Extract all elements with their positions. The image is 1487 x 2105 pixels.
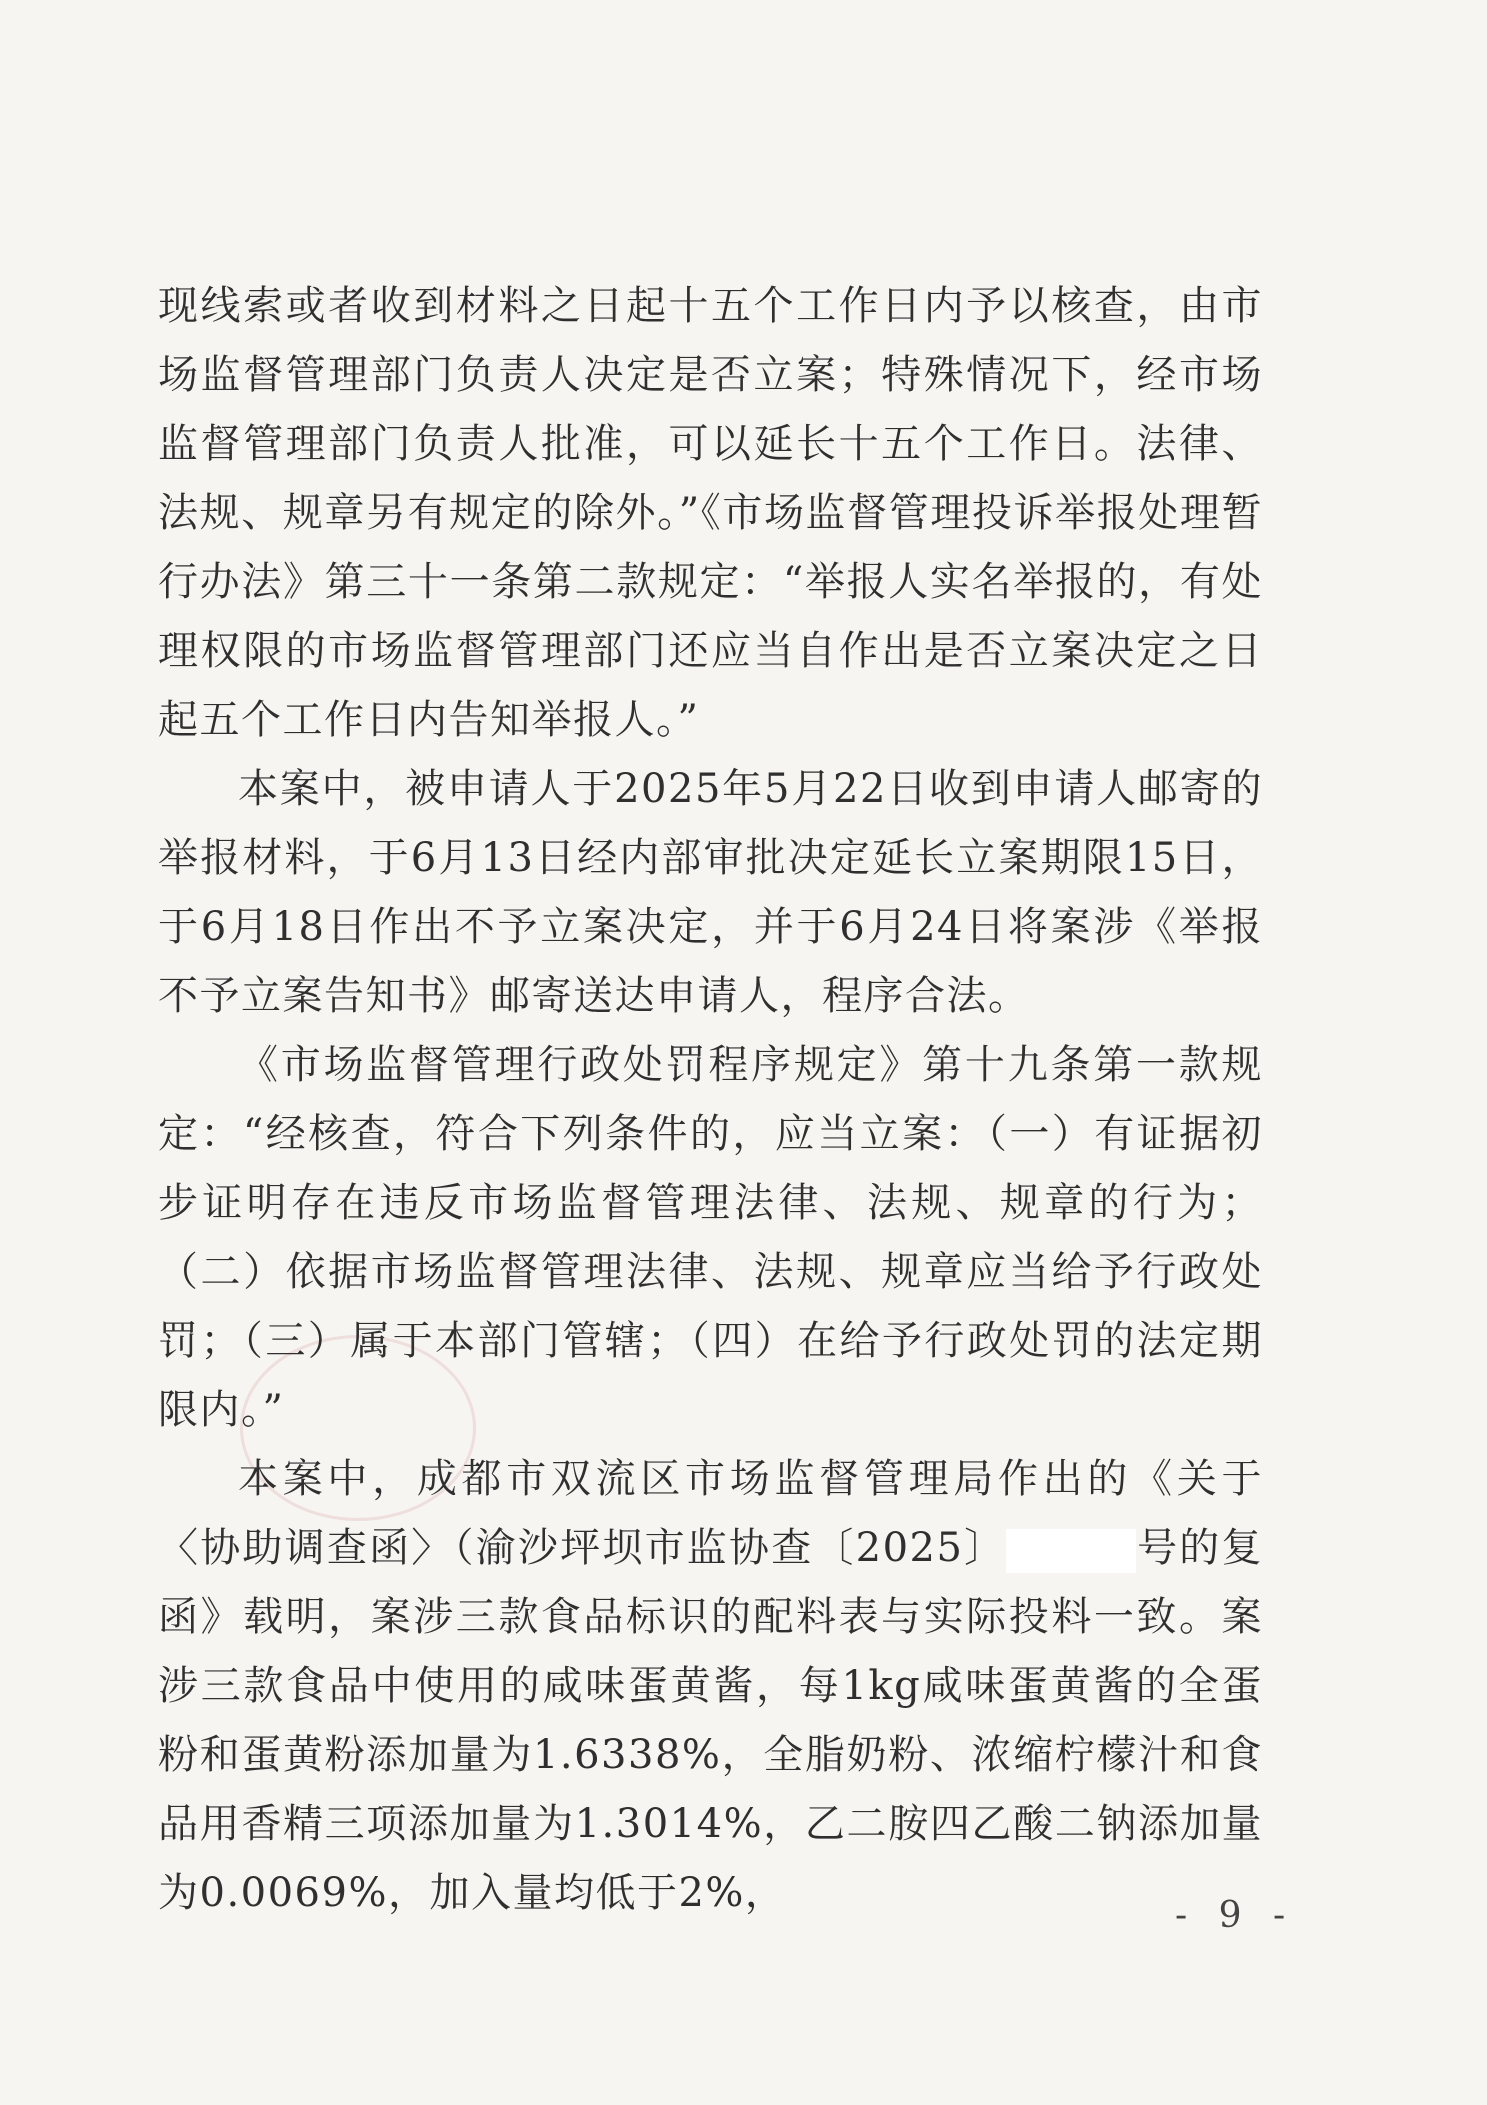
page-number: - 9 - <box>1175 1895 1296 1936</box>
document-body <box>158 272 1263 1928</box>
paragraph-2: 本案中，被申请人于2025年5月22日收到申请人邮寄的举报材料，于6月13日经内部审批决定延长立案期限15日，于6月18日作出不予立案决定，并于6月24日将案涉《举报不予立案告知书》邮寄送达申请人，程序合法。 <box>158 766 1263 1019</box>
paragraph-3: 《市场监督管理行政处罚程序规定》第十九条第一款规定：“经核查，符合下列条件的，应当立案：（一）有证据初步证明存在违反市场监督管理法律、法规、规章的行为；（二）依据市场监督管理法律、法规、规章应当给予行政处罚；（三）属于本部门管辖；（四）在给予行政处罚的法定期限内。” <box>158 1042 1263 1433</box>
redaction-box <box>1006 1529 1136 1573</box>
paragraph-1: 现线索或者收到材料之日起十五个工作日内予以核查，由市场监督管理部门负责人决定是否立案；特殊情况下，经市场监督管理部门负责人批准，可以延长十五个工作日。法律、法规、规章另有规定的除外。”《市场监督管理投诉举报处理暂行办法》第三十一条第二款规定：“举报人实名举报的，有处理权限的市场监督管理部门还应当自作出是否立案决定之日起五个工作日内告知举报人。” <box>158 283 1263 743</box>
paragraph-4-part-2: 号的复函》载明，案涉三款食品标识的配料表与实际投料一致。案涉三款食品中使用的咸味蛋黄酱，每1kg咸味蛋黄酱的全蛋粉和蛋黄粉添加量为1.6338%，全脂奶粉、浓缩柠檬汁和食品用香精三项添加量为1.3014%，乙二胺四乙酸二钠添加量为0.0069%，加入量均低于2%， <box>158 1525 1264 1916</box>
paragraph-4 <box>158 1445 1263 1928</box>
paragraph-4-part-1: 本案中，成都市双流区市场监督管理局作出的《关于〈协助调查函〉（渝沙坪坝市监协查〔2025〕 <box>158 1456 1263 1571</box>
